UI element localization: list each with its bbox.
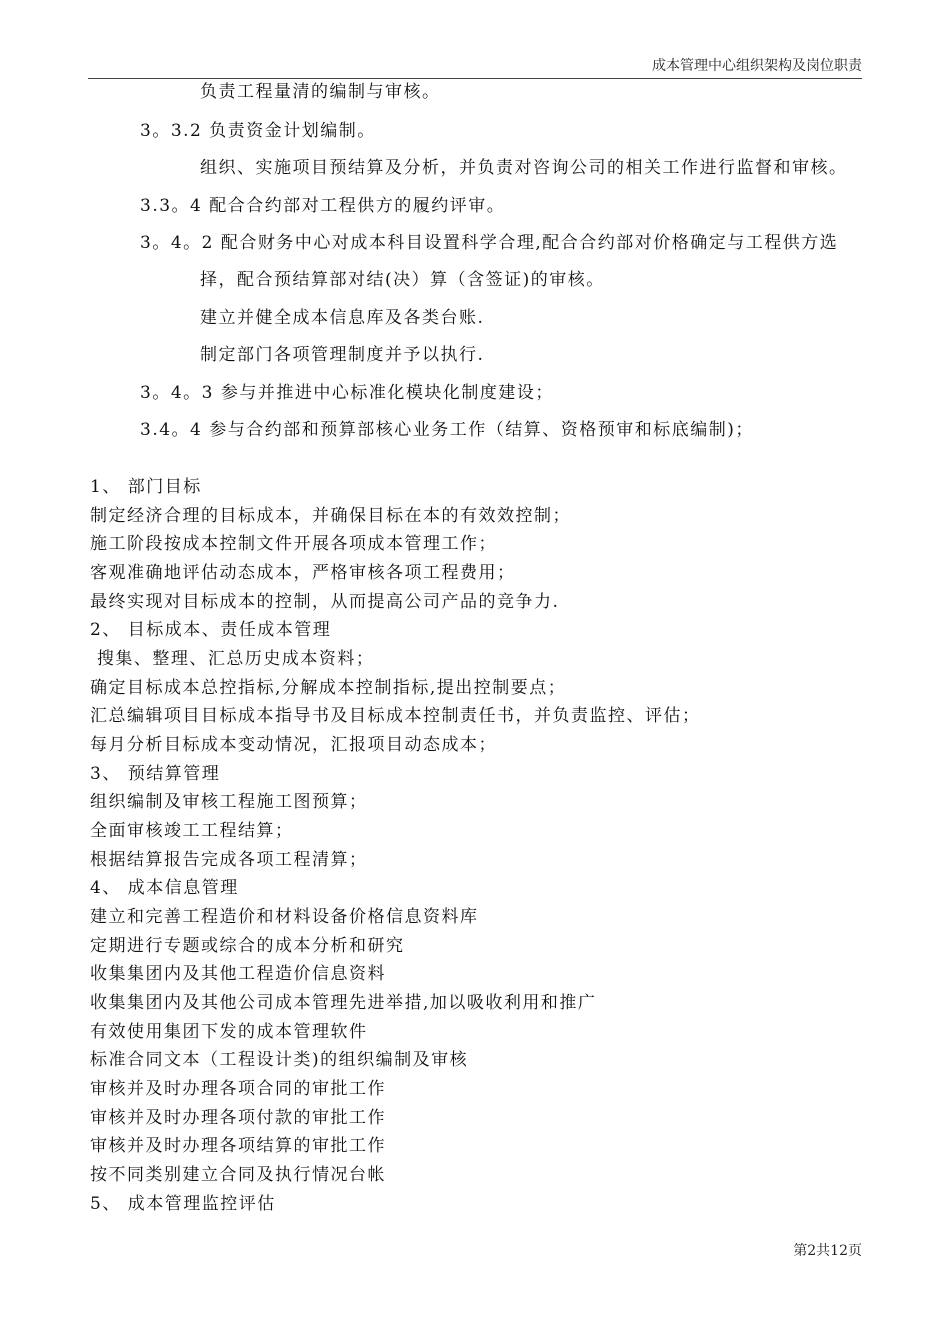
list-item: 确定目标成本总控指标,分解成本控制指标,提出控制要点； (90, 678, 567, 698)
list-item: 标准合同文本（工程设计类)的组织编制及审核 (90, 1050, 469, 1070)
list-item: 组织编制及审核工程施工图预算； (90, 792, 368, 812)
list-item: 客观准确地评估动态成本，严格审核各项工程费用； (90, 563, 516, 583)
list-item: 收集集团内及其他工程造价信息资料 (90, 964, 386, 984)
list-item: 最终实现对目标成本的控制，从而提高公司产品的竞争力. (90, 592, 560, 612)
upper-line-6: 择，配合预结算部对结(决）算（含签证)的审核。 (200, 270, 605, 290)
upper-line-8: 制定部门各项管理制度并予以执行. (200, 345, 485, 365)
list-item: 收集集团内及其他公司成本管理先进举措,加以吸收利用和推广 (90, 993, 597, 1013)
list-item: 汇总编辑项目目标成本指导书及目标成本控制责任书，并负责监控、评估； (90, 706, 701, 726)
page-number: 第2共12页 (793, 1243, 862, 1259)
upper-line-1: 负责工程量清的编制与审核。 (200, 82, 441, 102)
upper-line-4: 3.3。4 配合合约部对工程供方的履约评审。 (140, 196, 506, 216)
list-item: 制定经济合理的目标成本，并确保目标在本的有效效控制； (90, 506, 571, 526)
page-header: 成本管理中心组织架构及岗位职责 (652, 58, 862, 74)
upper-line-3: 组织、实施项目预结算及分析，并负责对咨询公司的相关工作进行监督和审核。 (200, 158, 848, 178)
list-item: 全面审核竣工工程结算； (90, 821, 294, 841)
list-item: 根据结算报告完成各项工程清算； (90, 850, 368, 870)
list-item: 定期进行专题或综合的成本分析和研究 (90, 936, 405, 956)
list-item: 审核并及时办理各项合同的审批工作 (90, 1079, 386, 1099)
section-heading: 2、 目标成本、责任成本管理 (90, 620, 332, 640)
list-item: 审核并及时办理各项结算的审批工作 (90, 1136, 386, 1156)
list-item: 每月分析目标成本变动情况，汇报项目动态成本； (90, 735, 497, 755)
list-item: 有效使用集团下发的成本管理软件 (90, 1022, 368, 1042)
section-heading: 4、 成本信息管理 (90, 878, 239, 898)
section-heading: 5、 成本管理监控评估 (90, 1194, 276, 1214)
upper-line-10: 3.4。4 参与合约部和预算部核心业务工作（结算、资格预审和标底编制)； (140, 420, 754, 440)
section-heading: 3、 预结算管理 (90, 764, 221, 784)
upper-line-2: 3。3.2 负责资金计划编制。 (140, 121, 376, 141)
upper-line-7: 建立并健全成本信息库及各类台账. (200, 308, 485, 328)
header-divider (88, 78, 862, 79)
upper-line-9: 3。4。3 参与并推进中心标准化模块化制度建设； (140, 383, 554, 403)
upper-line-5: 3。4。2 配合财务中心对成本科目设置科学合理,配合合约部对价格确定与工程供方选 (140, 233, 839, 253)
list-item: 搜集、整理、汇总历史成本资料； (90, 649, 375, 669)
list-item: 施工阶段按成本控制文件开展各项成本管理工作； (90, 534, 497, 554)
list-item: 审核并及时办理各项付款的审批工作 (90, 1108, 386, 1128)
section-heading: 1、 部门目标 (90, 477, 202, 497)
list-item: 按不同类别建立合同及执行情况台帐 (90, 1165, 386, 1185)
list-item: 建立和完善工程造价和材料设备价格信息资料库 (90, 907, 479, 927)
